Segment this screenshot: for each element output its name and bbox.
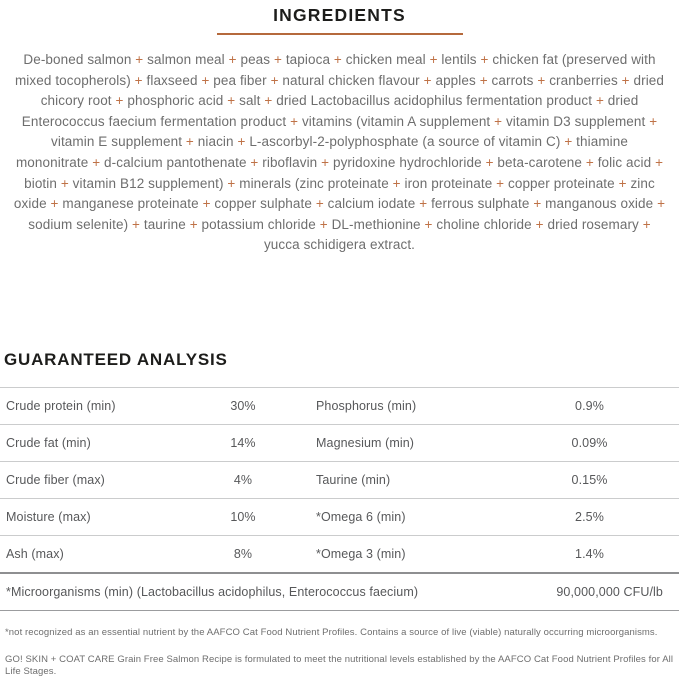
plus-separator: + [533,196,542,212]
plus-separator: + [649,113,658,129]
guaranteed-analysis-section [0,350,679,611]
plus-separator: + [494,113,503,129]
plus-separator: + [485,154,494,170]
analysis-value: 0.09% [571,436,608,450]
plus-separator: + [655,154,664,170]
plus-separator: + [618,175,627,191]
plus-separator: + [321,154,330,170]
analysis-value: 0.9% [575,399,604,413]
analysis-value: 2.5% [575,510,604,524]
ingredients-text: De-boned salmon + salmon meal + peas + tapioca + chicken meal + lentils + chicken fat (preserved with mixed tocopherols) + flaxseed + pea fiber + natural chicken flavour + apples + carrots + cranberries + dried chicory root + phosphoric acid + salt + dried Lactobacillus acidophilus fermentation product + dried Enterococcus faecium fermentation product + vitamins (vitamin A supplement + vitamin D3 supplement + vitamin E supplement + niacin + L-ascorbyl-2-polyphosphate (a source of vitamin C) + thiamine mononitrate + d-calcium pantothenate + riboflavin + pyridoxine hydrochloride + beta-carotene + folic acid + biotin + vitamin B12 supplement) + minerals (zinc proteinate + iron proteinate + copper proteinate + zinc oxide + manganese proteinate + copper sulphate + calcium iodate + ferrous sulphate + manganous oxide + sodium selenite) + taurine + potassium chloride + DL-methionine + choline chloride + dried rosemary + yucca schidigera extract. [13,52,666,253]
plus-separator: + [250,154,259,170]
plus-separator: + [564,134,573,150]
plus-separator: + [264,93,273,109]
plus-separator: + [202,196,211,212]
plus-separator: + [419,196,428,212]
analysis-label: Magnesium (min) [316,436,415,450]
plus-separator: + [496,175,505,191]
plus-separator: + [333,52,342,67]
analysis-value: 14% [230,436,256,450]
analysis-value: 1.4% [575,547,604,561]
plus-separator: + [657,196,666,212]
analysis-label: Moisture (max) [6,510,91,524]
plus-separator: + [480,52,489,67]
analysis-row [0,388,679,425]
plus-separator: + [50,196,59,212]
analysis-value: 10% [230,510,256,524]
plus-separator: + [424,216,433,232]
plus-separator: + [237,134,246,150]
analysis-row [0,425,679,462]
plus-separator: + [479,72,488,88]
analysis-row [0,462,679,499]
plus-separator: + [185,134,194,150]
title-underline-rule [217,33,463,35]
plus-separator: + [642,216,651,232]
plus-separator: + [621,72,630,88]
plus-separator: + [132,216,140,232]
analysis-row-microorganisms [0,574,679,611]
plus-separator: + [319,216,328,232]
analysis-value: 0.15% [571,473,608,487]
guaranteed-analysis-table [0,387,679,611]
plus-separator: + [535,216,544,232]
guaranteed-analysis-title: GUARANTEED ANALYSIS [4,350,228,369]
analysis-label: Taurine (min) [316,473,391,487]
analysis-label: *Omega 6 (min) [316,510,406,524]
ingredients-title: INGREDIENTS [273,5,406,25]
plus-separator: + [60,175,69,191]
plus-separator: + [585,154,594,170]
plus-separator: + [115,93,124,109]
footnote-aafco-microorganisms: *not recognized as an essential nutrient by the AAFCO Cat Food Nutrient Profiles. Contains a source of live (viable) naturally occurring microorganisms. [5,627,658,638]
plus-separator: + [392,175,401,191]
plus-separator: + [228,52,237,67]
analysis-value: 90,000,000 CFU/lb [556,585,663,599]
analysis-value: 4% [233,473,253,487]
analysis-value: 8% [233,547,253,561]
analysis-value: 30% [230,399,256,413]
plus-separator: + [201,72,210,88]
analysis-label: Phosphorus (min) [316,399,417,413]
plus-separator: + [429,52,438,67]
analysis-label: Ash (max) [6,547,64,561]
plus-separator: + [315,196,324,212]
plus-separator: + [227,93,236,109]
analysis-label: *Microorganisms (min) (Lactobacillus acidophilus, Enterococcus faecium) [6,585,419,599]
plus-separator: + [189,216,198,232]
plus-separator: + [274,52,282,67]
analysis-label: *Omega 3 (min) [316,547,406,561]
plus-separator: + [135,52,144,67]
analysis-row [0,499,679,536]
plus-separator: + [227,175,236,191]
plus-separator: + [270,72,279,88]
footnote-formulation-statement: GO! SKIN + COAT CARE Grain Free Salmon Recipe is formulated to meet the nutritional levels established by the AAFCO Cat Food Nutrient Profiles for All Life Stages. [5,653,674,677]
analysis-label: Crude fat (min) [6,436,91,450]
plus-separator: + [134,72,143,88]
plus-separator: + [423,72,432,88]
plus-separator: + [92,154,101,170]
plus-separator: + [537,72,546,88]
analysis-label: Crude fiber (max) [6,473,105,487]
plus-separator: + [290,113,299,129]
analysis-label: Crude protein (min) [6,399,116,413]
analysis-row [0,536,679,574]
plus-separator: + [595,93,604,109]
